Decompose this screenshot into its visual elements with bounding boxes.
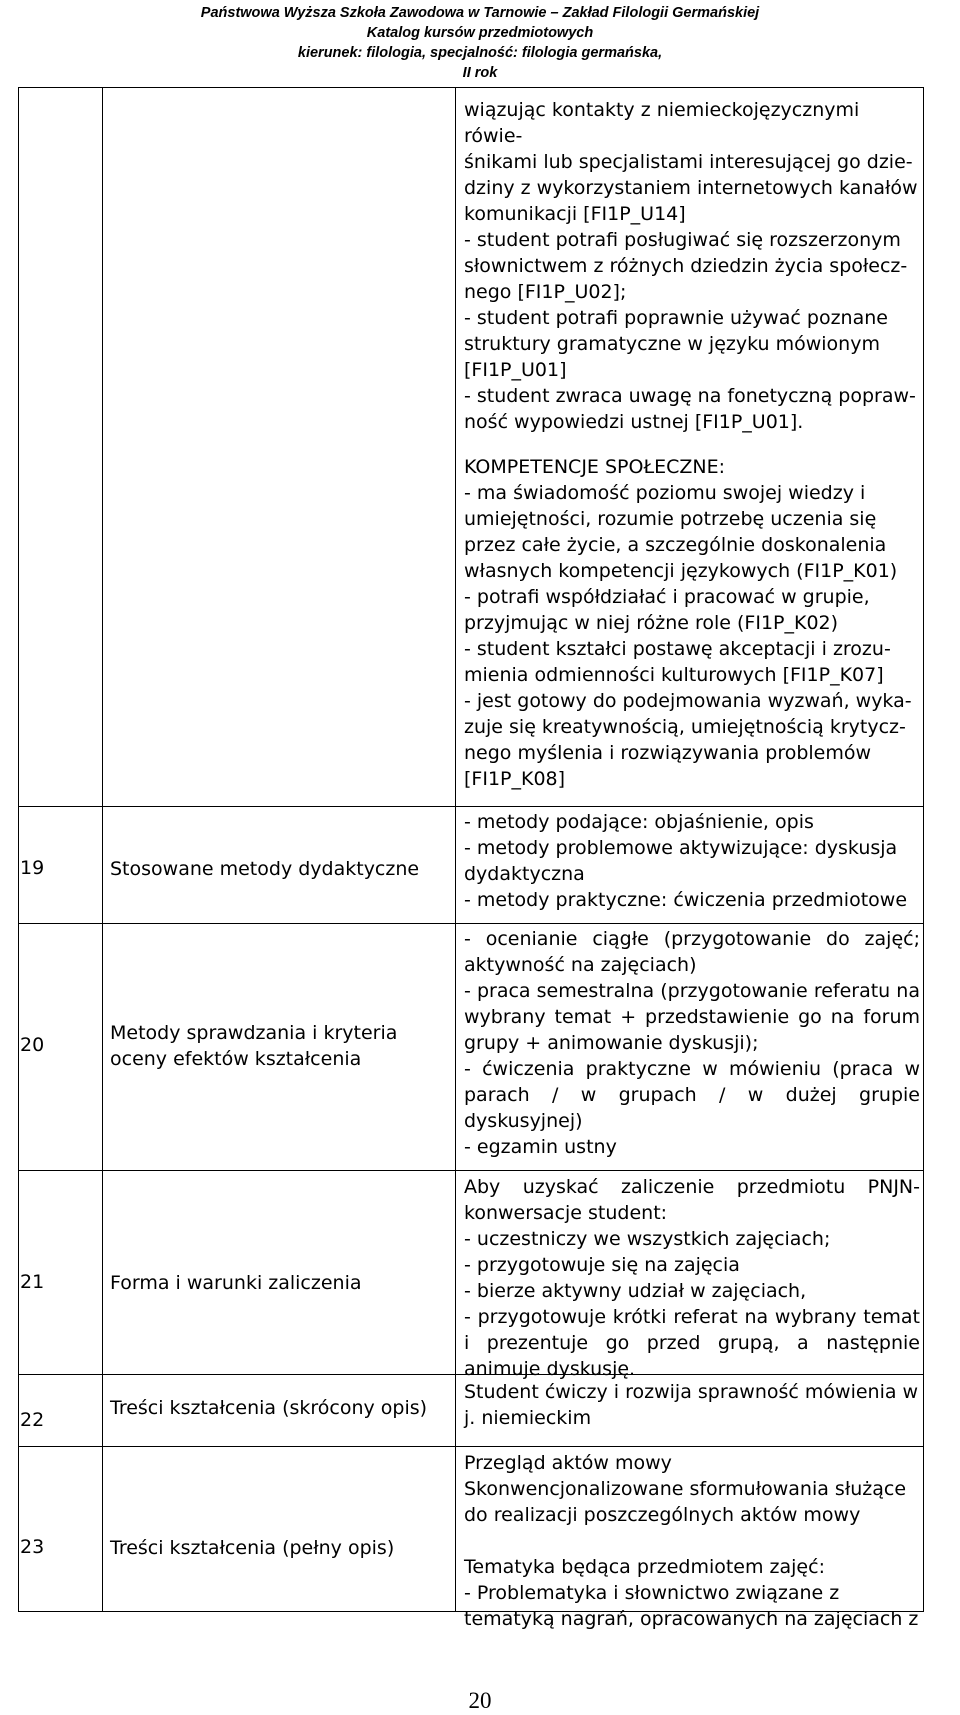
- text-paragraph: - uczestniczy we wszystkich zajęciach;: [464, 1228, 831, 1250]
- text-line: słownictwem z różnych dziedzin życia społecz-: [464, 255, 908, 277]
- text-paragraph: - ćwiczenia praktyczne w mówieniu (praca w parach / w grupach / w dużej grupie dyskusyjnej): [464, 1058, 920, 1132]
- row-number: 19: [20, 857, 45, 879]
- text-paragraph: Skonwencjonalizowane sformułowania służące do realizacji poszczególnych aktów mowy: [464, 1478, 907, 1526]
- text-paragraph: - bierze aktywny udział w zajęciach,: [464, 1280, 807, 1302]
- text-paragraph: [464, 1528, 920, 1554]
- learning-outcomes-skills-cell: [464, 97, 920, 435]
- text-line: dziny z wykorzystaniem internetowych kanałów: [464, 177, 918, 199]
- row-content-completion-conditions: [464, 1174, 920, 1382]
- table-left-border: [18, 87, 19, 1612]
- text-line: KOMPETENCJE SPOŁECZNE:: [464, 456, 726, 478]
- text-line: ność wypowiedzi ustnej [FI1P_U01].: [464, 411, 804, 433]
- page-header: [0, 3, 960, 83]
- row-content-full-description: [464, 1450, 920, 1632]
- row-number: 22: [20, 1409, 45, 1431]
- text-line: - student potrafi posługiwać się rozszerzonym: [464, 229, 901, 251]
- text-line: struktury gramatyczne w języku mówionym: [464, 333, 880, 355]
- text-line: dydaktyczna: [464, 863, 585, 885]
- row-border-20-21: [18, 1170, 924, 1171]
- row-content-assessment-methods: [464, 926, 920, 1160]
- row-border-18-19: [18, 806, 924, 807]
- text-line: nego myślenia i rozwiązywania problemów: [464, 742, 872, 764]
- text-paragraph: - ocenianie ciągłe (przygotowanie do zajęć; aktywność na zajęciach): [464, 928, 920, 976]
- row-number: 20: [20, 1034, 45, 1056]
- row-number: 23: [20, 1536, 45, 1558]
- text-line: - student kształci postawę akceptacji i zrozu-: [464, 638, 891, 660]
- text-line: nego [FI1P_U02];: [464, 281, 627, 303]
- text-paragraph: - przygotowuje krótki referat na wybrany temat i prezentuje go przed grupą, a następnie animuje dyskusję.: [464, 1306, 920, 1380]
- row-border-22-23: [18, 1446, 924, 1447]
- text-line: przez całe życie, a szczególnie doskonalenia: [464, 534, 887, 556]
- text-line: [FI1P_K08]: [464, 768, 566, 790]
- row-border-19-20: [18, 923, 924, 924]
- text-paragraph: - Problematyka i słownictwo związane z tematyką nagrań, opracowanych na zajęciach z: [464, 1582, 919, 1630]
- text-paragraph: - egzamin ustny: [464, 1136, 617, 1158]
- text-paragraph: Student ćwiczy i rozwija sprawność mówienia w j. niemieckim: [464, 1381, 919, 1429]
- text-line: zuje się kreatywnością, umiejętnością krytycz-: [464, 716, 906, 738]
- text-paragraph: - praca semestralna (przygotowanie referatu na wybrany temat + przedstawienie go na forum grupy + animowanie dyskusji);: [464, 980, 920, 1054]
- table-right-border: [923, 87, 924, 1612]
- row-content-short-description: [464, 1379, 920, 1431]
- text-line: - jest gotowy do podejmowania wyzwań, wyka-: [464, 690, 912, 712]
- row-number: 21: [20, 1271, 45, 1293]
- text-line: - metody problemowe aktywizujące: dyskusja: [464, 837, 898, 859]
- text-line: - student potrafi poprawnie używać poznane: [464, 307, 888, 329]
- header-catalog: Katalog kursów przedmiotowych: [366, 25, 594, 41]
- table-column-divider-1: [102, 87, 103, 1612]
- text-line: - metody podające: objaśnienie, opis: [464, 811, 814, 833]
- row-label: Stosowane metody dydaktyczne: [110, 858, 420, 880]
- table-top-border: [18, 87, 924, 88]
- row-label: Forma i warunki zaliczenia: [110, 1272, 362, 1294]
- header-institution: Państwowa Wyższa Szkoła Zawodowa w Tarnowie – Zakład Filologii Germańskiej: [200, 5, 760, 21]
- text-line: własnych kompetencji językowych (FI1P_K01): [464, 560, 898, 582]
- text-line: umiejętności, rozumie potrzebę uczenia się: [464, 508, 877, 530]
- text-line: mienia odmienności kulturowych [FI1P_K07]: [464, 664, 884, 686]
- header-specialization: kierunek: filologia, specjalność: filologia germańska,: [297, 45, 663, 61]
- row-content-teaching-methods: [464, 809, 920, 913]
- text-line: - student zwraca uwagę na fonetyczną popraw-: [464, 385, 916, 407]
- row-label: Metody sprawdzania i kryteria oceny efektów kształcenia: [110, 1022, 398, 1070]
- text-paragraph: Aby uzyskać zaliczenie przedmiotu PNJN-konwersacje student:: [464, 1176, 920, 1224]
- table-column-divider-2: [455, 87, 456, 1612]
- text-line: - potrafi współdziałać i pracować w grupie,: [464, 586, 870, 608]
- text-line: śnikami lub specjalistami interesującej go dzie-: [464, 151, 913, 173]
- text-line: wiązując kontakty z niemieckojęzycznymi rówie-: [464, 99, 860, 147]
- page-number: 20: [468, 1688, 492, 1713]
- text-paragraph: Przegląd aktów mowy: [464, 1452, 672, 1474]
- text-line: [FI1P_U01]: [464, 359, 567, 381]
- row-label: Treści kształcenia (pełny opis): [110, 1537, 395, 1559]
- social-competences-cell: [464, 454, 920, 792]
- text-line: komunikacji [FI1P_U14]: [464, 203, 686, 225]
- header-year: II rok: [462, 65, 498, 81]
- row-label: Treści kształcenia (skrócony opis): [110, 1397, 428, 1419]
- text-line: przyjmując w niej różne role (FI1P_K02): [464, 612, 839, 634]
- text-paragraph: - przygotowuje się na zajęcia: [464, 1254, 740, 1276]
- text-line: - ma świadomość poziomu swojej wiedzy i: [464, 482, 866, 504]
- text-paragraph: Tematyka będąca przedmiotem zajęć:: [464, 1556, 825, 1578]
- text-line: - metody praktyczne: ćwiczenia przedmiotowe: [464, 889, 908, 911]
